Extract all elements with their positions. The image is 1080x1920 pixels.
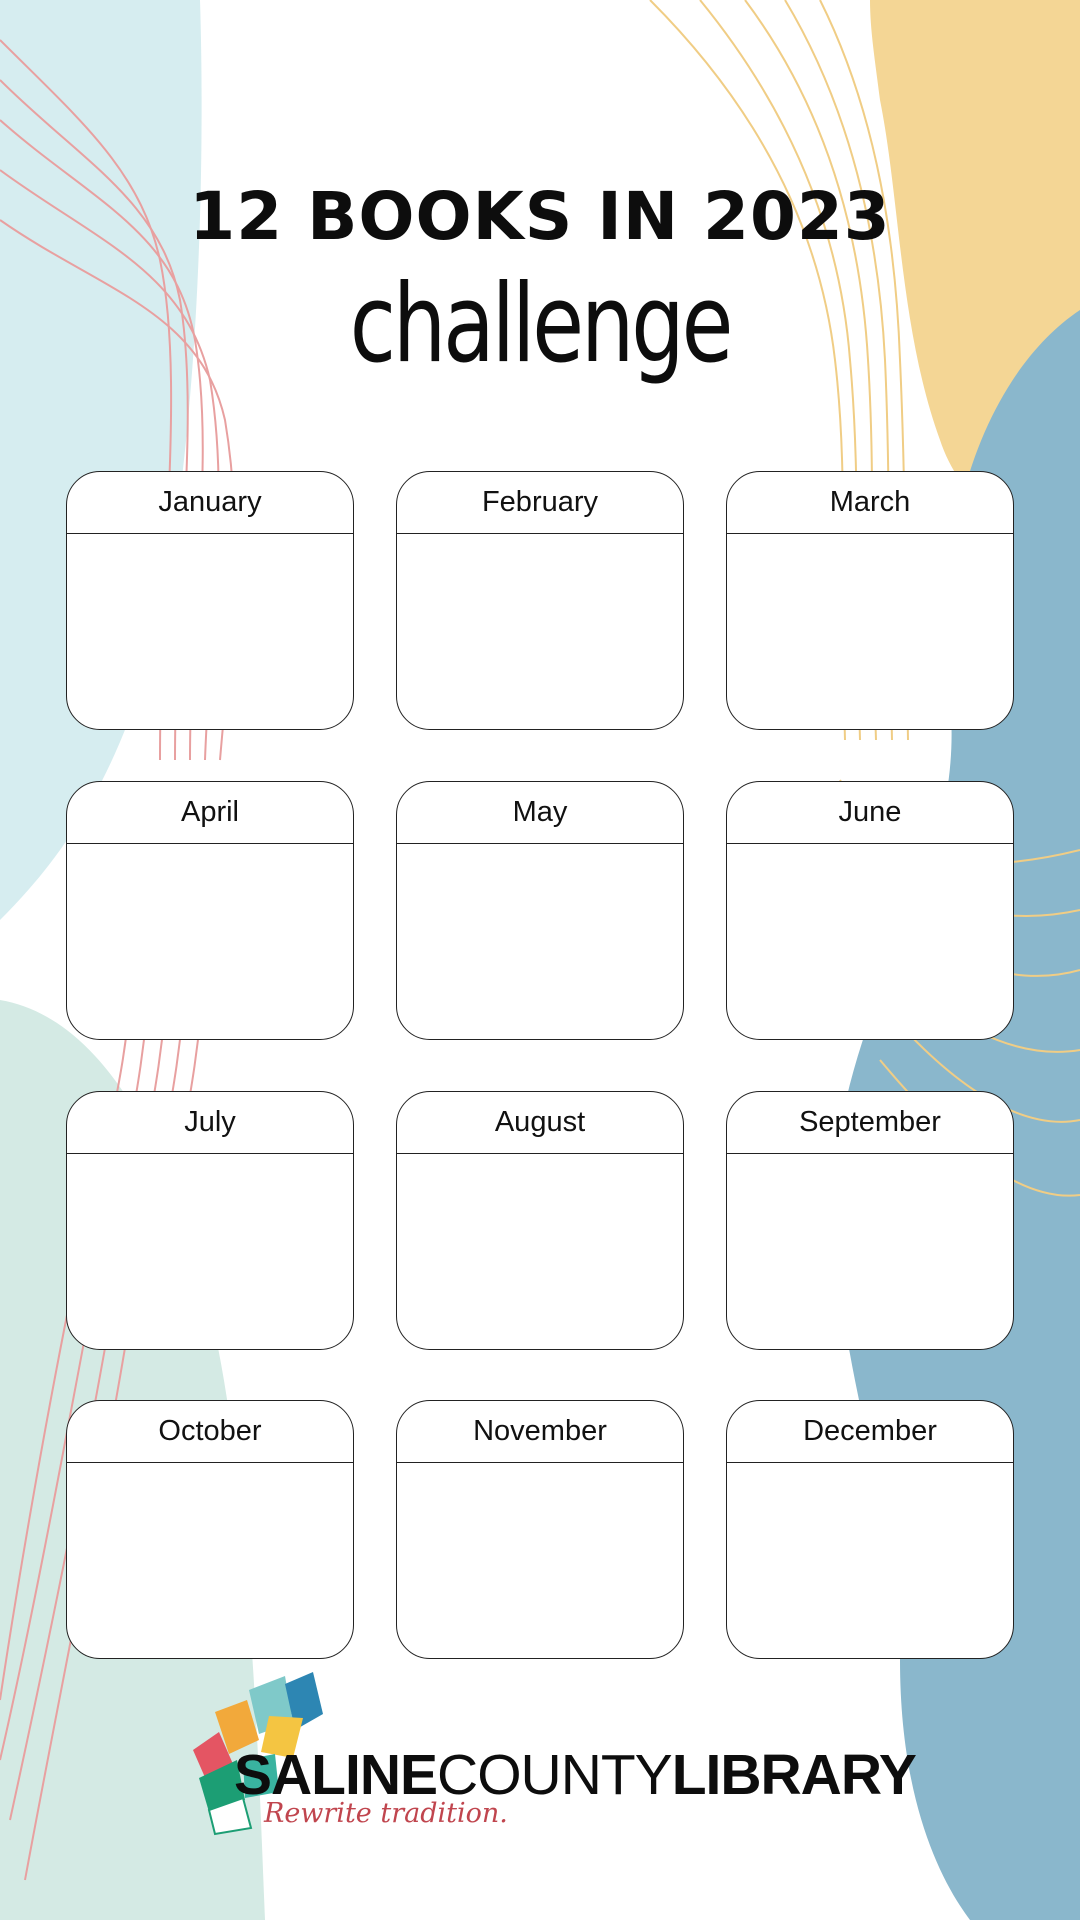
page-title: 12 BOOKS IN 2023 — [189, 178, 891, 255]
month-card-september[interactable] — [726, 1091, 1014, 1350]
month-label: June — [727, 782, 1013, 844]
month-label: October — [67, 1401, 353, 1463]
month-label: March — [727, 472, 1013, 534]
month-label: September — [727, 1092, 1013, 1154]
page-subtitle: challenge — [349, 262, 731, 387]
month-label: February — [397, 472, 683, 534]
library-name-library: LIBRARY — [671, 1743, 916, 1807]
library-name-county: COUNTY — [437, 1743, 672, 1807]
month-card-october[interactable] — [66, 1400, 354, 1659]
month-card-may[interactable] — [396, 781, 684, 1040]
month-card-february[interactable] — [396, 471, 684, 730]
month-card-march[interactable] — [726, 471, 1014, 730]
month-label: April — [67, 782, 353, 844]
month-label: May — [397, 782, 683, 844]
month-card-december[interactable] — [726, 1400, 1014, 1659]
month-card-august[interactable] — [396, 1091, 684, 1350]
month-label: November — [397, 1401, 683, 1463]
month-card-april[interactable] — [66, 781, 354, 1040]
month-card-january[interactable] — [66, 471, 354, 730]
month-card-june[interactable] — [726, 781, 1014, 1040]
library-name-saline: SALINE — [234, 1743, 438, 1807]
month-card-november[interactable] — [396, 1400, 684, 1659]
month-label: July — [67, 1092, 353, 1154]
library-tagline: Rewrite tradition. — [264, 1798, 508, 1829]
month-label: December — [727, 1401, 1013, 1463]
month-label: January — [67, 472, 353, 534]
month-label: August — [397, 1092, 683, 1154]
month-card-july[interactable] — [66, 1091, 354, 1350]
